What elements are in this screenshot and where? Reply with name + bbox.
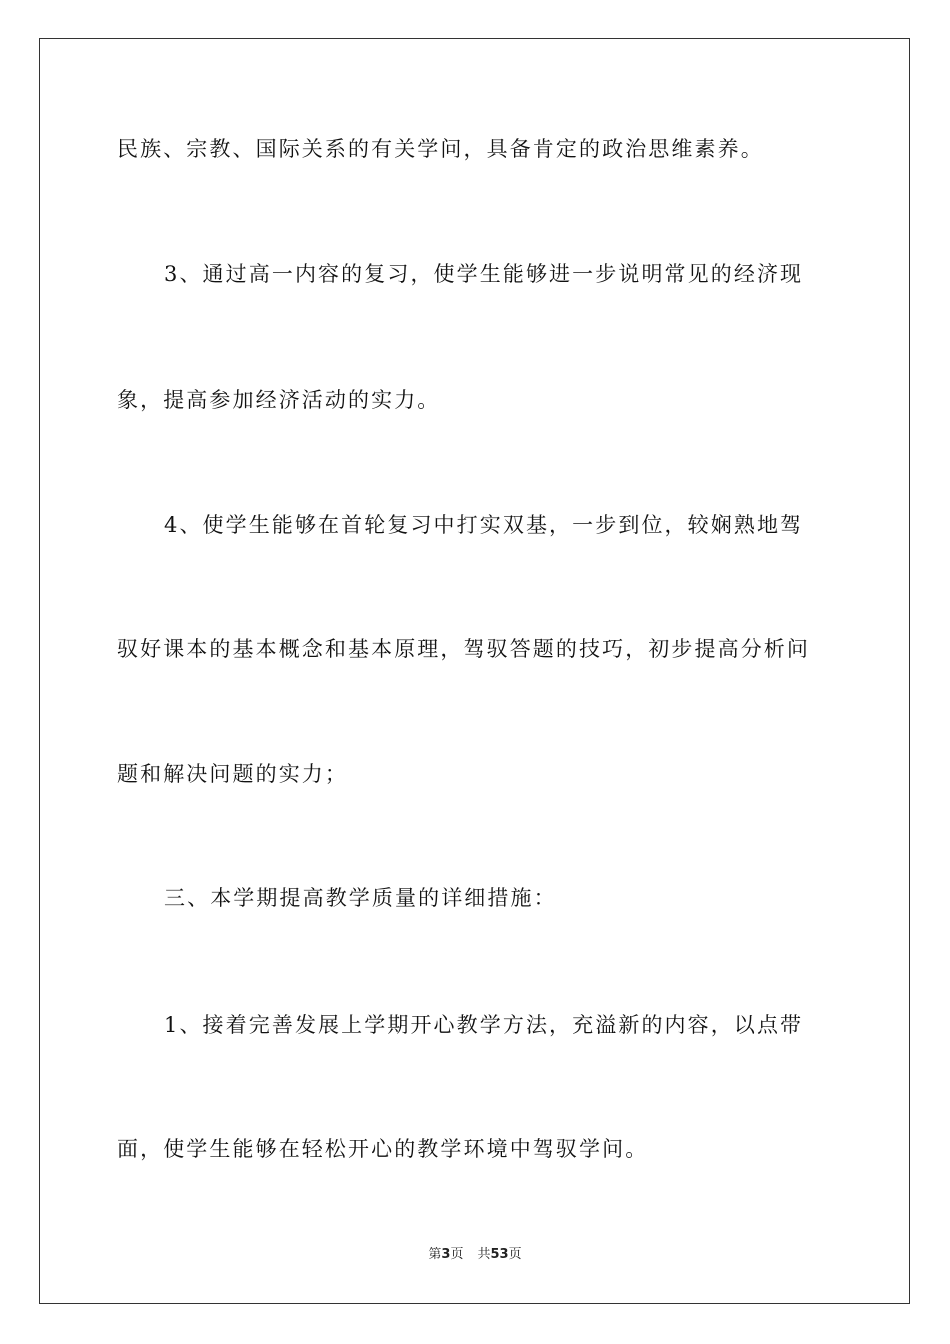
page-number: 3 — [441, 1247, 451, 1262]
paragraph-line: 3、通过高一内容的复习，使学生能够进一步说明常见的经济现 — [164, 262, 804, 286]
paragraph-line: 题和解决问题的实力； — [117, 762, 348, 786]
total-pages: 53 — [490, 1247, 509, 1262]
paragraph-line: 面，使学生能够在轻松开心的教学环境中驾驭学问。 — [117, 1137, 649, 1161]
total-prefix: 共 — [477, 1247, 491, 1262]
page-border — [39, 38, 910, 1304]
page-prefix: 第 — [428, 1247, 442, 1262]
section-heading: 三、本学期提高教学质量的详细措施： — [164, 886, 557, 910]
total-suffix: 页 — [508, 1247, 522, 1262]
paragraph-line: 象，提高参加经济活动的实力。 — [117, 388, 441, 412]
paragraph-line: 1、接着完善发展上学期开心教学方法，充溢新的内容，以点带 — [164, 1013, 804, 1037]
paragraph-line: 驭好课本的基本概念和基本原理，驾驭答题的技巧，初步提高分析问 — [117, 637, 810, 661]
page-footer — [0, 1246, 950, 1264]
page-suffix: 页 — [450, 1247, 464, 1262]
paragraph-line: 民族、宗教、国际关系的有关学问，具备肯定的政治思维素养。 — [117, 137, 764, 161]
paragraph-line: 4、使学生能够在首轮复习中打实双基，一步到位，较娴熟地驾 — [164, 513, 804, 537]
